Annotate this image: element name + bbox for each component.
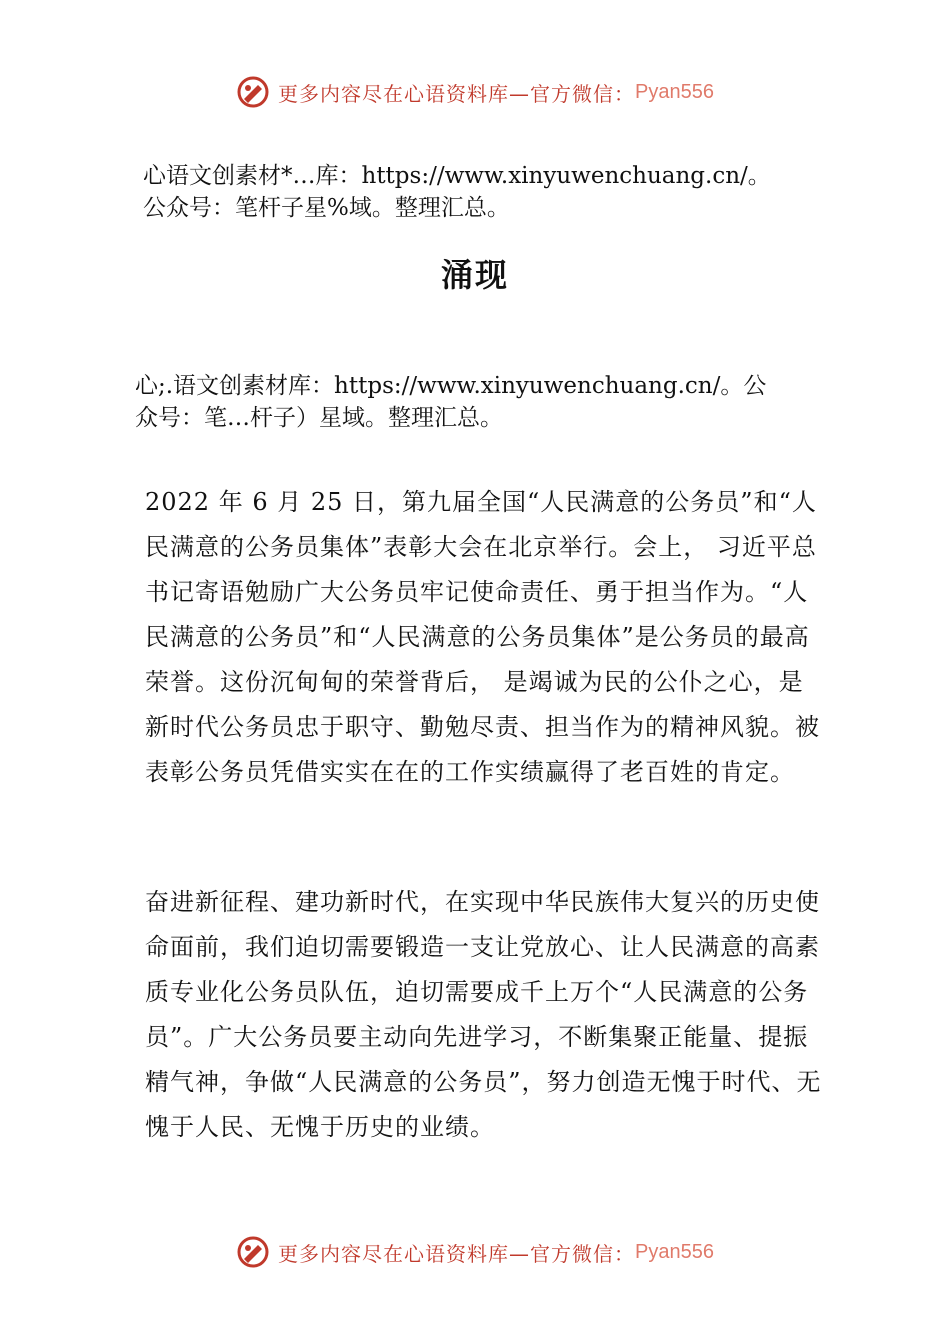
brand-logo-icon (236, 1235, 270, 1269)
footer-wechat-id: Pyan556 (635, 1240, 714, 1263)
paragraph-1: 2022 年 6 月 25 日，第九届全国“人民满意的公务员”和“人民满意的公务员集体”表彰大会在北京举行。会上， 习近平总书记寄语勉励广大公务员牢记使命责任、勇于担当作为。“人民满意的公务员”和“人民满意的公务员集体”是公务员的最高荣誉。这份沉甸甸的荣誉背后， 是竭诚为民的公仆之心，是新时代公务员忠于职守、勤勉尽责、担当作为的精神风貌。被表彰公务员凭借实实在在的工作实绩赢得了老百姓的肯定。 (145, 488, 820, 786)
watermark-2-line2: 众号：笔…杆子）星域。整理汇总。 (135, 405, 503, 431)
header-banner-text: 更多内容尽在心语资料库—官方微信： (278, 81, 636, 106)
header-wechat-id: Pyan556 (635, 80, 714, 103)
brand-logo-icon (236, 75, 270, 109)
watermark-1-line2: 公众号：笔杆子星%域。整理汇总。 (143, 195, 510, 221)
watermark-2-line1: 心;.语文创素材库：https://www.xinyuwenchuang.cn/。公 (135, 373, 767, 399)
page-header (0, 72, 950, 112)
watermark-1-line1: 心语文创素材*…库：https://www.xinyuwenchuang.cn/。 (143, 163, 771, 189)
paragraph-2: 奋进新征程、建功新时代，在实现中华民族伟大复兴的历史使命面前，我们迫切需要锻造一支让党放心、让人民满意的高素质专业化公务员队伍，迫切需要成千上万个“人民满意的公务员”。广大公务员要主动向先进学习，不断集聚正能量、提振精气神，争做“人民满意的公务员”，努力创造无愧于时代、无愧于人民、无愧于历史的业绩。 (145, 888, 822, 1141)
footer-banner-text: 更多内容尽在心语资料库—官方微信： (278, 1241, 636, 1266)
page-footer (0, 1232, 950, 1272)
article-title: 涌现 (440, 256, 509, 294)
